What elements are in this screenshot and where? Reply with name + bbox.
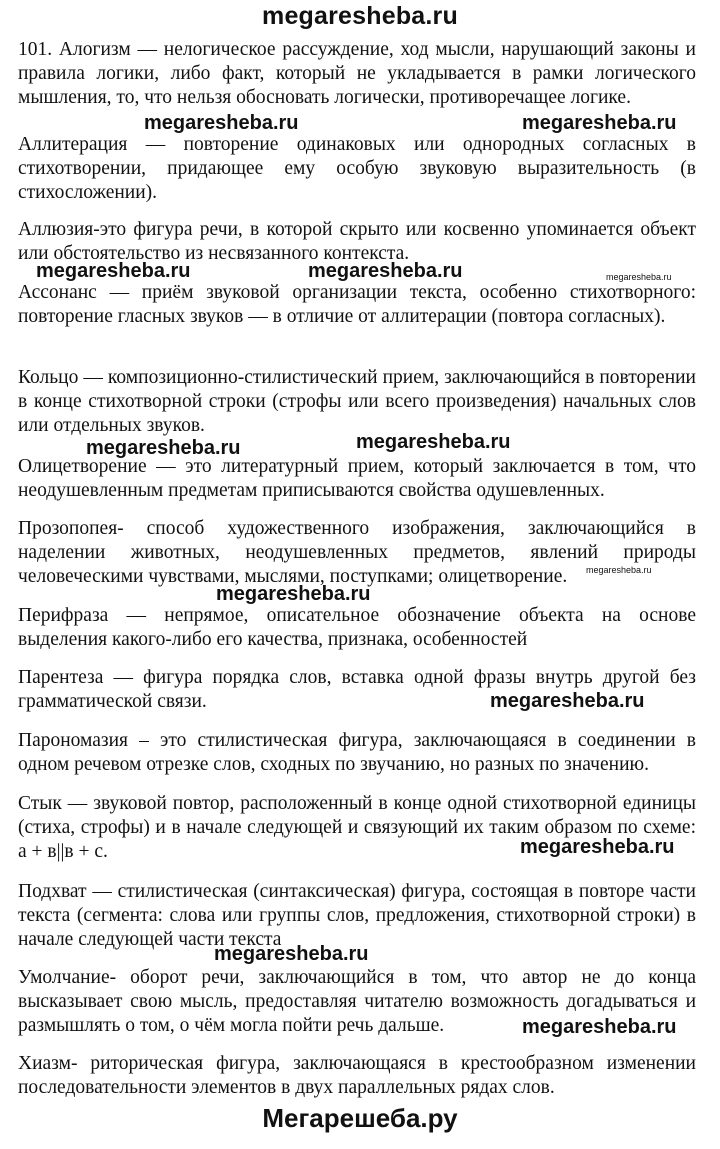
watermark-small: megaresheba.ru	[606, 272, 672, 282]
site-header[interactable]: megaresheba.ru	[262, 2, 458, 30]
paragraph-ring: Кольцо — композиционно-стилистический прием, заключающийся в повторении в конце стихотворной строки (строфы или всего произведения) начальных слов или отдельных звуков.	[18, 367, 696, 436]
paragraph-personification: Олицетворение — это литературный прием, который заключается в том, что неодушевленным предметам приписываются свойства одушевленных.	[18, 456, 696, 501]
watermark: megaresheba.ru	[522, 1016, 677, 1038]
paragraph-alogism: 101. Алогизм — нелогическое рассуждение, ход мысли, нарушающий законы и правила логики, либо факт, который не укладывается в рамки логического мышления, то, что нельзя обосновать логически, противоречащее логике.	[18, 39, 696, 108]
watermark: megaresheba.ru	[86, 437, 241, 459]
watermark: megaresheba.ru	[36, 260, 191, 282]
paragraph-alliteration: Аллитерация — повторение одинаковых или однородных согласных в стихотворении, придающее ему особую звуковую выразительность (в стихосложении).	[18, 134, 696, 203]
paragraph-assonance: Ассонанс — приём звуковой организации текста, особенно стихотворного: повторение гласных звуков — в отличие от аллитерации (повтора согласных).	[18, 282, 696, 327]
paragraph-pickup: Подхват — стилистическая (синтаксическая) фигура, состоящая в повторе части текста (сегмента: слова или группы слов, предложения, стихотворной строки) в начале следующей части текста	[18, 881, 696, 950]
paragraph-paronomasia: Парономазия – это стилистическая фигура, заключающаяся в соединении в одном речевом отрезке слов, сходных по звучанию, но разных по значению.	[18, 730, 696, 775]
watermark-small: megaresheba.ru	[586, 565, 652, 575]
watermark: megaresheba.ru	[216, 583, 371, 605]
watermark: megaresheba.ru	[308, 260, 463, 282]
watermark: megaresheba.ru	[522, 112, 677, 134]
watermark: megaresheba.ru	[520, 836, 675, 858]
paragraph-parenthesis: Парентеза — фигура порядка слов, вставка одной фразы внутрь другой без грамматической связи.	[18, 667, 696, 712]
paragraph-chiasmus: Хиазм- риторическая фигура, заключающаяся в крестообразном изменении последовательности элементов в двух параллельных рядах слов.	[18, 1053, 696, 1098]
watermark: megaresheba.ru	[214, 943, 369, 965]
watermark: megaresheba.ru	[490, 690, 645, 712]
paragraph-periphrasis: Перифраза — непрямое, описательное обозначение объекта на основе выделения какого-либо его качества, признака, особенностей	[18, 605, 696, 650]
paragraph-junction: Стык — звуковой повтор, расположенный в конце одной стихотворной единицы (стиха, строфы) и в начале следующей и связующий их таким образом по схеме: а + в||в + с.	[18, 793, 696, 862]
watermark: megaresheba.ru	[356, 431, 511, 453]
watermark: megaresheba.ru	[144, 112, 299, 134]
site-footer[interactable]: Мегарешеба.ру	[262, 1103, 458, 1133]
paragraph-prosopopoeia: Прозопопея- способ художественного изображения, заключающийся в наделении животных, неодушевленных предметов, явлений природы человеческими чувствами, мыслями, поступками; олицетворение.	[18, 518, 696, 587]
paragraph-allusion: Аллюзия-это фигура речи, в которой скрыто или косвенно упоминается объект или обстоятельство из несвязанного контекста.	[18, 219, 696, 264]
paragraph-reticence: Умолчание- оборот речи, заключающийся в том, что автор не до конца высказывает свою мысль, предоставляя читателю возможность догадываться и размышлять о том, о чём могла пойти речь дальше.	[18, 967, 696, 1036]
